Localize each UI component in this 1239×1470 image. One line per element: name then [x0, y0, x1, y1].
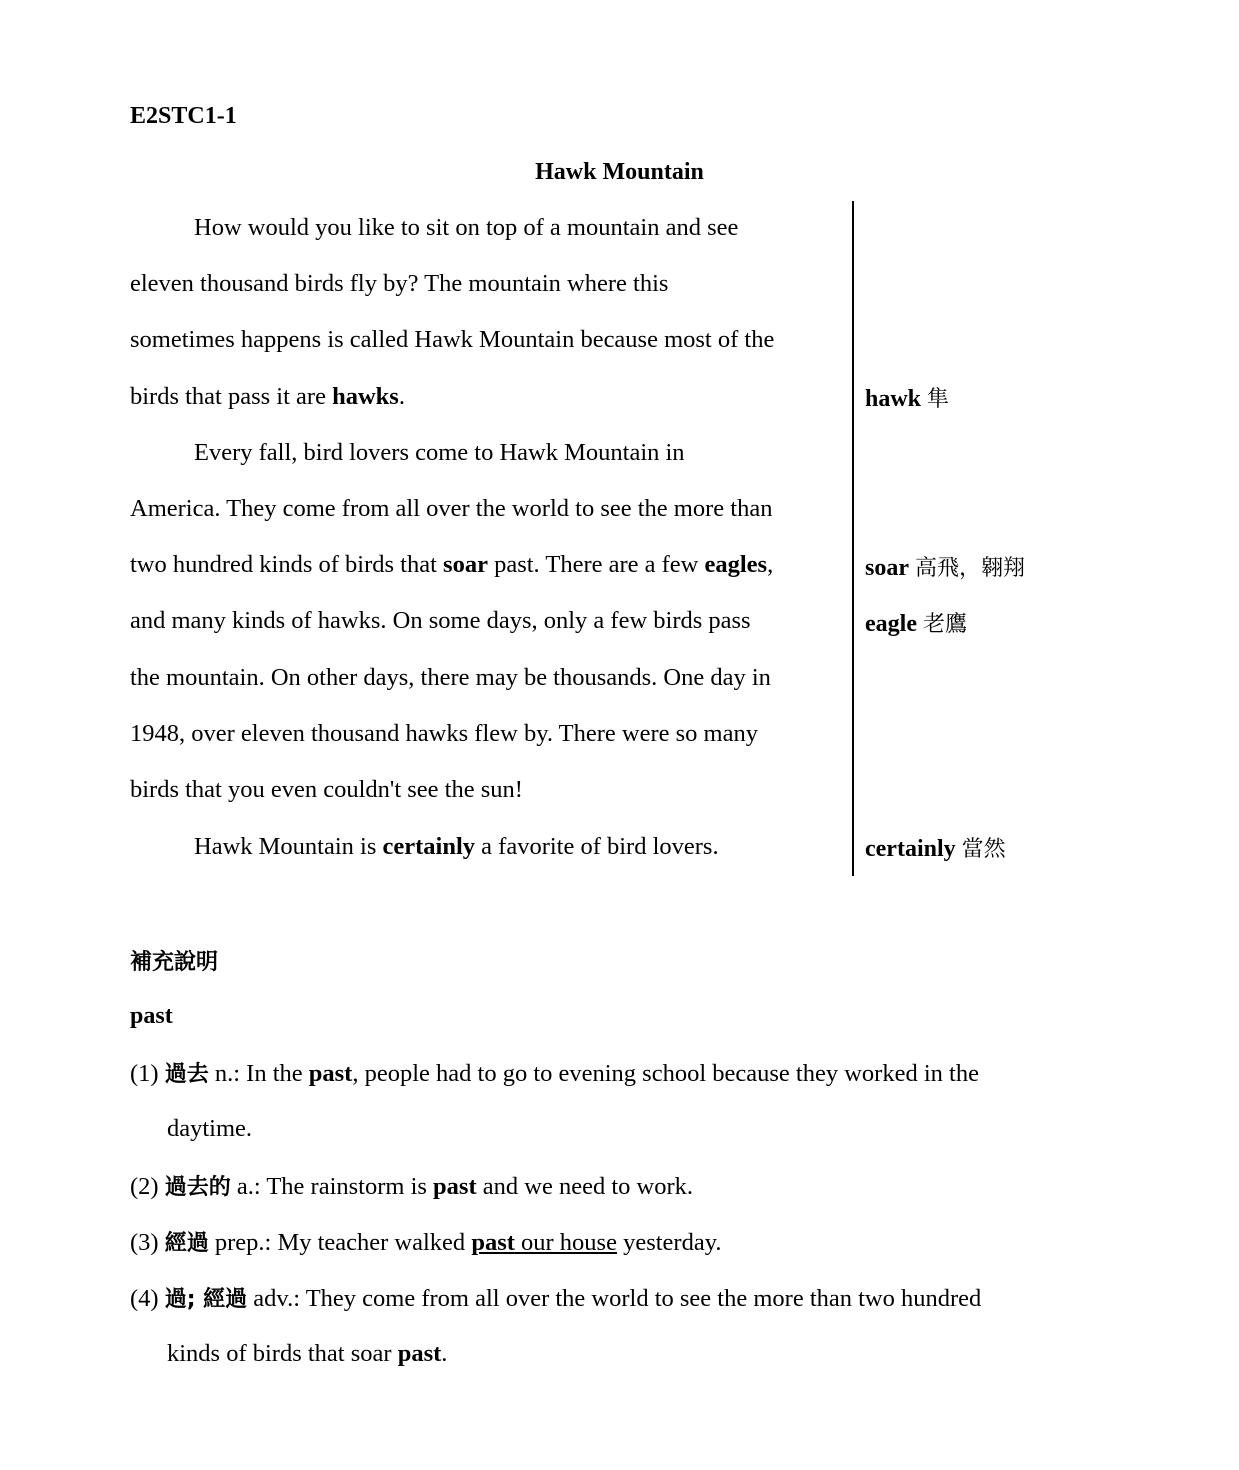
definition-item [130, 1057, 979, 1088]
part-of-speech: adv.: [247, 1285, 306, 1312]
text-run: , [767, 551, 774, 578]
page-title: Hawk Mountain [535, 159, 704, 185]
column-divider [852, 201, 854, 876]
definition-continuation: daytime. [167, 1115, 253, 1142]
glossary-word: certainly [865, 836, 956, 862]
glossary-item [865, 832, 1006, 863]
text-run: Hawk Mountain is [194, 833, 383, 860]
example-keyword: past [397, 1340, 442, 1367]
text-run: our house [514, 1229, 617, 1256]
glossary-meaning: 隼 [927, 387, 950, 412]
passage-line: sometimes happens is called Hawk Mountain because most of the [130, 326, 775, 353]
glossary-meaning: 高飛，翱翔 [915, 556, 1026, 581]
passage-line: eleven thousand birds fly by? The mountain where this [130, 270, 669, 297]
text-run: kinds of birds that soar [167, 1340, 398, 1367]
passage-line: and many kinds of hawks. On some days, only a few birds pass [130, 607, 751, 634]
chinese-meaning: 經過 [164, 1231, 209, 1256]
glossary-item [865, 607, 967, 638]
glossary-word: hawk [865, 386, 922, 412]
glossary-item [865, 382, 949, 413]
text-run: . [398, 383, 405, 410]
passage-line: Every fall, bird lovers come to Hawk Mountain in [194, 439, 685, 466]
chinese-meaning: 過去 [164, 1062, 209, 1087]
notes-heading: 補充說明 [130, 950, 219, 975]
text-run: yesterday. [616, 1229, 722, 1256]
glossary-word: soar [865, 555, 909, 581]
text-run: a favorite of bird lovers. [475, 833, 719, 860]
text-run: My teacher walked [277, 1229, 472, 1256]
passage-line: 1948, over eleven thousand hawks flew by. There were so many [130, 720, 758, 747]
definition-continuation [167, 1340, 447, 1368]
definition-item [130, 1170, 693, 1201]
part-of-speech: prep.: [208, 1229, 278, 1256]
notes-word: past [130, 1003, 173, 1029]
passage-line [130, 383, 405, 411]
text-run: birds that pass it are [130, 383, 333, 410]
glossary-word: eagle [865, 611, 917, 637]
example-keyword: past [308, 1060, 353, 1087]
chinese-meaning: 過; 經過 [164, 1287, 248, 1312]
passage-line: birds that you even couldn't see the sun! [130, 776, 523, 803]
vocab-word: hawks [332, 383, 399, 410]
document-id: E2STC1-1 [130, 103, 237, 129]
item-number: (1) [130, 1060, 165, 1087]
definition-item [130, 1282, 981, 1313]
example-keyword: past [433, 1173, 477, 1200]
passage-line [130, 551, 773, 579]
text-run: . [441, 1340, 448, 1367]
text-run: The rainstorm is [266, 1173, 434, 1200]
definition-item [130, 1226, 722, 1257]
text-run: and we need to work. [476, 1173, 693, 1200]
part-of-speech: a.: [230, 1173, 267, 1200]
text-run: two hundred kinds of birds that [130, 551, 444, 578]
glossary-item [865, 551, 1025, 582]
passage-line: America. They come from all over the world to see the more than [130, 495, 773, 522]
text-run: past. There are a few [487, 551, 705, 578]
text-run: , people had to go to evening school because they worked in the [352, 1060, 979, 1087]
item-number: (2) [130, 1173, 165, 1200]
item-number: (4) [130, 1285, 165, 1312]
passage-line [194, 833, 719, 861]
text-run: In the [246, 1060, 309, 1087]
part-of-speech: n.: [208, 1060, 247, 1087]
vocab-word: soar [443, 551, 488, 578]
underlined-phrase [471, 1229, 617, 1256]
passage-line: the mountain. On other days, there may be thousands. One day in [130, 664, 771, 691]
chinese-meaning: 過去的 [164, 1175, 231, 1200]
vocab-word: certainly [382, 833, 476, 860]
example-keyword: past [471, 1229, 515, 1256]
item-number: (3) [130, 1229, 165, 1256]
text-run: They come from all over the world to see the more than two hundred [305, 1285, 982, 1312]
glossary-meaning: 老鷹 [922, 612, 967, 637]
glossary-meaning: 當然 [961, 837, 1006, 862]
passage-line: How would you like to sit on top of a mountain and see [194, 214, 739, 241]
vocab-word: eagles [704, 551, 768, 578]
